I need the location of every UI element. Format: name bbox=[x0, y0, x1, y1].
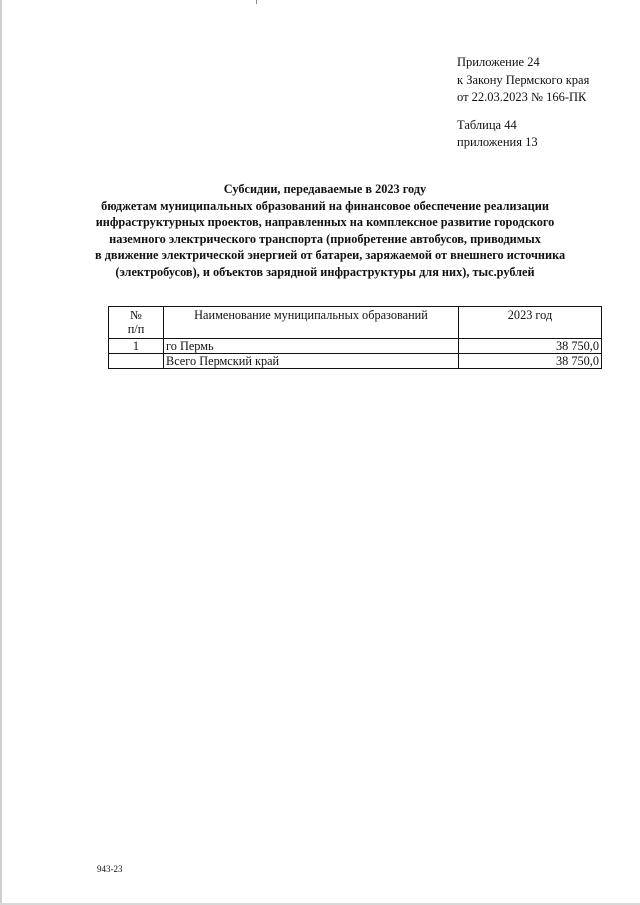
title-line-4: наземного электрического транспорта (приобретение автобусов, приводимых bbox=[109, 231, 541, 246]
total-label: Всего Пермский край bbox=[164, 354, 459, 369]
title-line-2: бюджетам муниципальных образований на финансовое обеспечение реализации bbox=[101, 198, 549, 213]
scan-top-mark bbox=[256, 0, 257, 4]
row-municipality: го Пермь bbox=[164, 339, 459, 354]
table-header-row bbox=[109, 307, 602, 339]
document-code: 943-23 bbox=[97, 864, 123, 874]
table-total-row bbox=[109, 354, 602, 369]
row-number: 1 bbox=[109, 339, 164, 354]
table-row bbox=[109, 339, 602, 354]
scan-left-edge bbox=[0, 0, 2, 905]
appendix-law: к Закону Пермского края bbox=[457, 72, 590, 87]
appendix-reference bbox=[457, 54, 589, 152]
table-appendix-ref: приложения 13 bbox=[457, 135, 538, 149]
title-line-3: инфраструктурных проектов, направленных на комплексное развитие городского bbox=[95, 215, 555, 229]
row-value: 38 750,0 bbox=[459, 339, 602, 354]
total-value: 38 750,0 bbox=[459, 354, 602, 369]
title-line-1: Субсидии, передаваемые в 2023 году bbox=[223, 182, 427, 196]
table-number: Таблица 44 bbox=[457, 117, 517, 132]
header-number: № п/п bbox=[109, 307, 164, 339]
appendix-number: Приложение 24 bbox=[457, 55, 540, 69]
header-year: 2023 год bbox=[459, 307, 602, 339]
subsidy-table bbox=[108, 306, 602, 369]
title-line-5: в движение электрической энергией от батареи, заряжаемой от внешнего источника bbox=[95, 248, 566, 262]
total-number bbox=[109, 354, 164, 369]
appendix-date: от 22.03.2023 № 166-ПК bbox=[457, 90, 587, 104]
title-line-6: (электробусов), и объектов зарядной инфраструктуры для них), тыс.рублей bbox=[115, 264, 535, 279]
header-name: Наименование муниципальных образований bbox=[164, 307, 459, 339]
document-title bbox=[95, 181, 566, 280]
